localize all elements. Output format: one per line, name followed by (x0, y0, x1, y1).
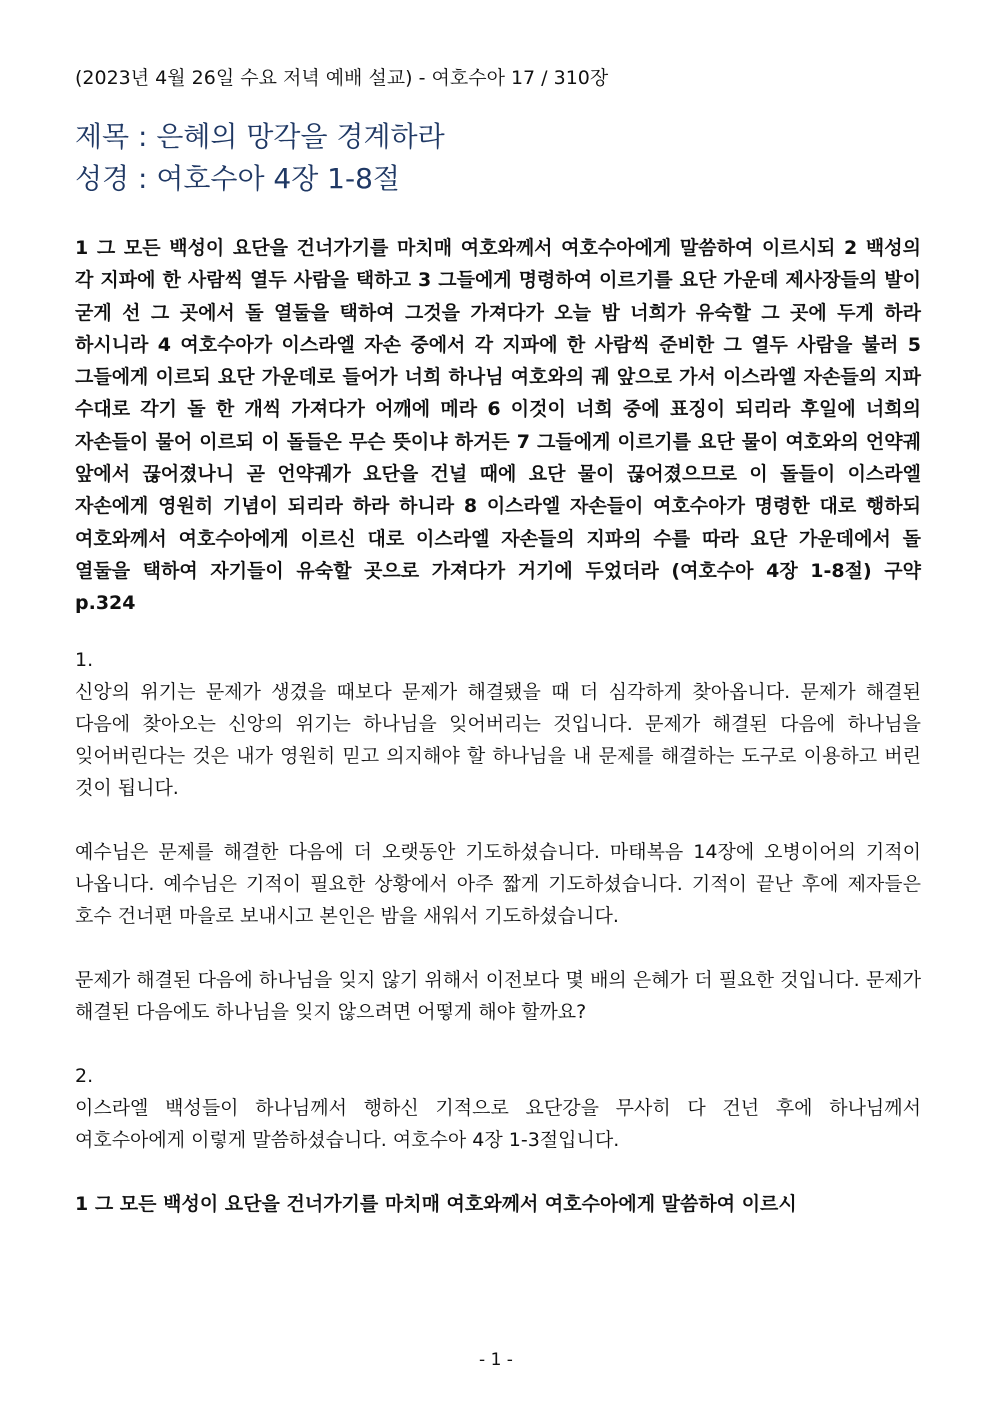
scripture-reference: 성경 : 여호수아 4장 1-8절 (75, 162, 400, 195)
section-1 (75, 644, 921, 1028)
section-number: 2. (75, 1064, 94, 1087)
document-page (75, 60, 921, 1220)
body-paragraph: 신앙의 위기는 문제가 생겼을 때보다 문제가 해결됐을 때 더 심각하게 찾아옵니다. 문제가 해결된 다음에 찾아오는 신앙의 위기는 하나님을 잊어버리는 것입니다. 문제가 해결된 다음에 하나님을 잊어버린다는 것은 내가 영원히 믿고 의지해야 할 하나님을 내 문제를 해결하는 도구로 이용하고 버린 것이 됩니다. (75, 680, 921, 799)
closing-verse: 1 그 모든 백성이 요단을 건너가기를 마치매 여호와께서 여호수아에게 말씀하여 이르시 (75, 1192, 797, 1215)
sermon-title: 제목 : 은혜의 망각을 경계하라 (75, 120, 445, 153)
body-paragraph: 이스라엘 백성들이 하나님께서 행하신 기적으로 요단강을 무사히 다 건넌 후에 하나님께서 여호수아에게 이렇게 말씀하셨습니다. 여호수아 4장 1-3절입니다. (75, 1096, 921, 1151)
scripture-text: 1 그 모든 백성이 요단을 건너가기를 마치매 여호와께서 여호수아에게 말씀하여 이르시되 2 백성의 각 지파에 한 사람씩 열두 사람을 택하고 3 그들에게 명령하여 이르기를 요단 가운데 제사장들의 발이 굳게 선 그 곳에서 돌 열둘을 택하여 그것을 가져다가 오늘 밤 너희가 유숙할 그 곳에 두게 하라 하시니라 4 여호수아가 이스라엘 자손 중에서 각 지파에 한 사람씩 준비한 그 열두 사람을 불러 5 그들에게 이르되 요단 가운데로 들어가 너희 하나님 여호와의 궤 앞으로 가서 이스라엘 자손들의 지파 수대로 각기 돌 한 개씩 가져다가 어깨에 메라 6 이것이 너희 중에 표징이 되리라 후일에 너희의 자손들이 물어 이르되 이 돌들은 무슨 뜻이냐 하거든 7 그들에게 이르기를 요단 물이 여호와의 언약궤 앞에서 끊어졌나니 곧 언약궤가 요단을 건널 때에 요단 물이 끊어졌으므로 이 돌들이 이스라엘 자손에게 영원히 기념이 되리라 하라 하니라 8 이스라엘 자손들이 여호수아가 명령한 대로 행하되 여호와께서 여호수아에게 이르신 대로 이스라엘 자손들의 지파의 수를 따라 요단 가운데에서 돌 열둘을 택하여 자기들이 유숙할 곳으로 가져다가 거기에 두었더라 (여호수아 4장 1-8절) 구약 p.324 (75, 237, 921, 615)
body-paragraph: 예수님은 문제를 해결한 다음에 더 오랫동안 기도하셨습니다. 마태복음 14장에 오병이어의 기적이 나옵니다. 예수님은 기적이 필요한 상황에서 아주 짧게 기도하셨습니다. 기적이 끝난 후에 제자들은 호수 건너편 마을로 보내시고 본인은 밤을 새워서 기도하셨습니다. (75, 840, 921, 927)
page-number: - 1 - (479, 1350, 513, 1370)
title-block (75, 116, 921, 200)
service-info: (2023년 4월 26일 수요 저녁 예배 설교) - 여호수아 17 / 310장 (75, 67, 609, 89)
section-2 (75, 1060, 921, 1156)
body-paragraph: 문제가 해결된 다음에 하나님을 잊지 않기 위해서 이전보다 몇 배의 은혜가 더 필요한 것입니다. 문제가 해결된 다음에도 하나님을 잊지 않으려면 어떻게 해야 할까요? (75, 968, 921, 1023)
section-number: 1. (75, 648, 94, 671)
